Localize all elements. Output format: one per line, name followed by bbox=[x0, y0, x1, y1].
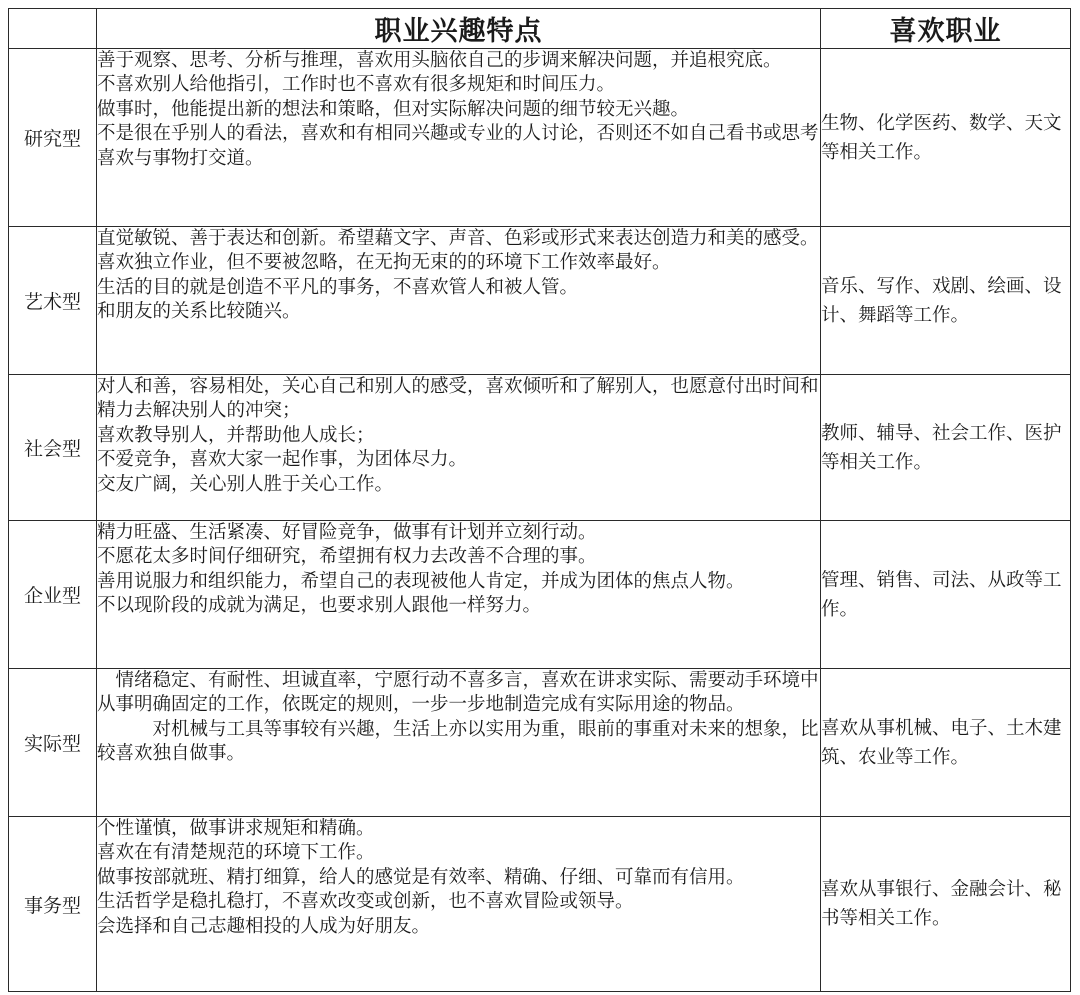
table-row-art bbox=[9, 227, 1071, 375]
jobs-cell bbox=[821, 49, 1071, 227]
trait-line: 善于观察、思考、分析与推理，喜欢用头脑依自己的步调来解决问题，并追根究底。 bbox=[97, 50, 782, 71]
career-interest-table bbox=[8, 8, 1071, 992]
trait-line: 对机械与工具等事较有兴趣，生活上亦以实用为重，眼前的事重对未来的想象，比较喜欢独自做事。 bbox=[97, 718, 819, 765]
trait-line: 喜欢在有清楚规范的环境下工作。 bbox=[97, 842, 375, 864]
trait-line: 会选择和自己志趣相投的人成为好朋友。 bbox=[97, 915, 431, 937]
trait-line: 生活哲学是稳扎稳打，不喜欢改变或创新，也不喜欢冒险或领导。 bbox=[97, 891, 634, 913]
trait-line: 做事按部就班、精打细算，给人的感觉是有效率、精确、仔细、可靠而有信用。 bbox=[97, 866, 745, 888]
traits-cell bbox=[97, 227, 821, 375]
traits-cell bbox=[97, 817, 821, 992]
trait-line: 对人和善，容易相处，关心自己和别人的感受，喜欢倾听和了解别人，也愿意付出时间和精力去解决别人的冲突； bbox=[97, 376, 819, 422]
table-row-clerical bbox=[9, 817, 1071, 992]
jobs-text: 管理、销售、司法、从政等工作。 bbox=[821, 569, 1062, 620]
jobs-cell bbox=[821, 521, 1071, 669]
jobs-text: 喜欢从事机械、电子、土木建筑、农业等工作。 bbox=[821, 717, 1062, 768]
traits-cell bbox=[97, 669, 821, 817]
jobs-cell bbox=[821, 817, 1071, 992]
traits-cell bbox=[97, 375, 821, 521]
jobs-cell bbox=[821, 669, 1071, 817]
type-cell: 艺术型 bbox=[9, 227, 97, 375]
table-row-enterprise bbox=[9, 521, 1071, 669]
trait-line: 生活的目的就是创造不平凡的事务，不喜欢管人和被人管。 bbox=[97, 276, 579, 298]
header-traits: 职业兴趣特点 bbox=[97, 9, 821, 49]
jobs-text: 生物、化学医药、数学、天文等相关工作。 bbox=[821, 112, 1062, 163]
type-cell: 研究型 bbox=[9, 49, 97, 227]
trait-line: 个性谨慎，做事讲求规矩和精确。 bbox=[97, 818, 375, 839]
jobs-text: 音乐、写作、戏剧、绘画、设计、舞蹈等工作。 bbox=[821, 275, 1062, 326]
type-cell: 企业型 bbox=[9, 521, 97, 669]
trait-line: 不愿花太多时间仔细研究，希望拥有权力去改善不合理的事。 bbox=[97, 546, 597, 568]
trait-line: 不喜欢别人给他指引，工作时也不喜欢有很多规矩和时间压力。 bbox=[97, 74, 616, 96]
trait-line: 喜欢教导别人，并帮助他人成长； bbox=[97, 424, 375, 446]
jobs-cell bbox=[821, 375, 1071, 521]
jobs-text: 教师、辅导、社会工作、医护等相关工作。 bbox=[821, 422, 1062, 473]
header-jobs: 喜欢职业 bbox=[821, 9, 1071, 49]
career-interest-table-container bbox=[8, 8, 1070, 992]
jobs-text: 喜欢从事银行、金融会计、秘书等相关工作。 bbox=[821, 879, 1062, 929]
type-cell: 社会型 bbox=[9, 375, 97, 521]
table-row-social bbox=[9, 375, 1071, 521]
trait-line: 精力旺盛、生活紧凑、好冒险竞争，做事有计划并立刻行动。 bbox=[97, 522, 597, 543]
traits-cell bbox=[97, 49, 821, 227]
trait-line: 情绪稳定、有耐性、坦诚直率，宁愿行动不喜多言，喜欢在讲求实际、需要动手环境中从事明确固定的工作，依既定的规则，一步一步地制造完成有实际用途的物品。 bbox=[97, 670, 819, 716]
trait-line: 做事时，他能提出新的想法和策略，但对实际解决问题的细节较无兴趣。 bbox=[97, 98, 690, 120]
trait-line: 喜欢独立作业，但不要被忽略，在无拘无束的的环境下工作效率最好。 bbox=[97, 252, 671, 274]
jobs-cell bbox=[821, 227, 1071, 375]
trait-line: 和朋友的关系比较随兴。 bbox=[97, 301, 301, 323]
table-row-research bbox=[9, 49, 1071, 227]
trait-line: 善用说服力和组织能力，希望自己的表现被他人肯定，并成为团体的焦点人物。 bbox=[97, 570, 745, 592]
type-cell: 实际型 bbox=[9, 669, 97, 817]
table-row-realistic bbox=[9, 669, 1071, 817]
trait-line: 交友广阔，关心别人胜于关心工作。 bbox=[97, 473, 394, 495]
traits-cell bbox=[97, 521, 821, 669]
trait-line: 直觉敏锐、善于表达和创新。希望藉文字、声音、色彩或形式来表达创造力和美的感受。 bbox=[97, 228, 819, 249]
trait-line: 不以现阶段的成就为满足，也要求别人跟他一样努力。 bbox=[97, 595, 542, 617]
trait-line: 不是很在乎别人的看法，喜欢和有相同兴趣或专业的人讨论，否则还不如自己看书或思考喜欢与事物打交道。 bbox=[97, 123, 819, 169]
trait-line: 不爱竞争，喜欢大家一起作事，为团体尽力。 bbox=[97, 449, 468, 471]
type-cell: 事务型 bbox=[9, 817, 97, 992]
header-row bbox=[9, 9, 1071, 49]
header-type-cell bbox=[9, 9, 97, 49]
